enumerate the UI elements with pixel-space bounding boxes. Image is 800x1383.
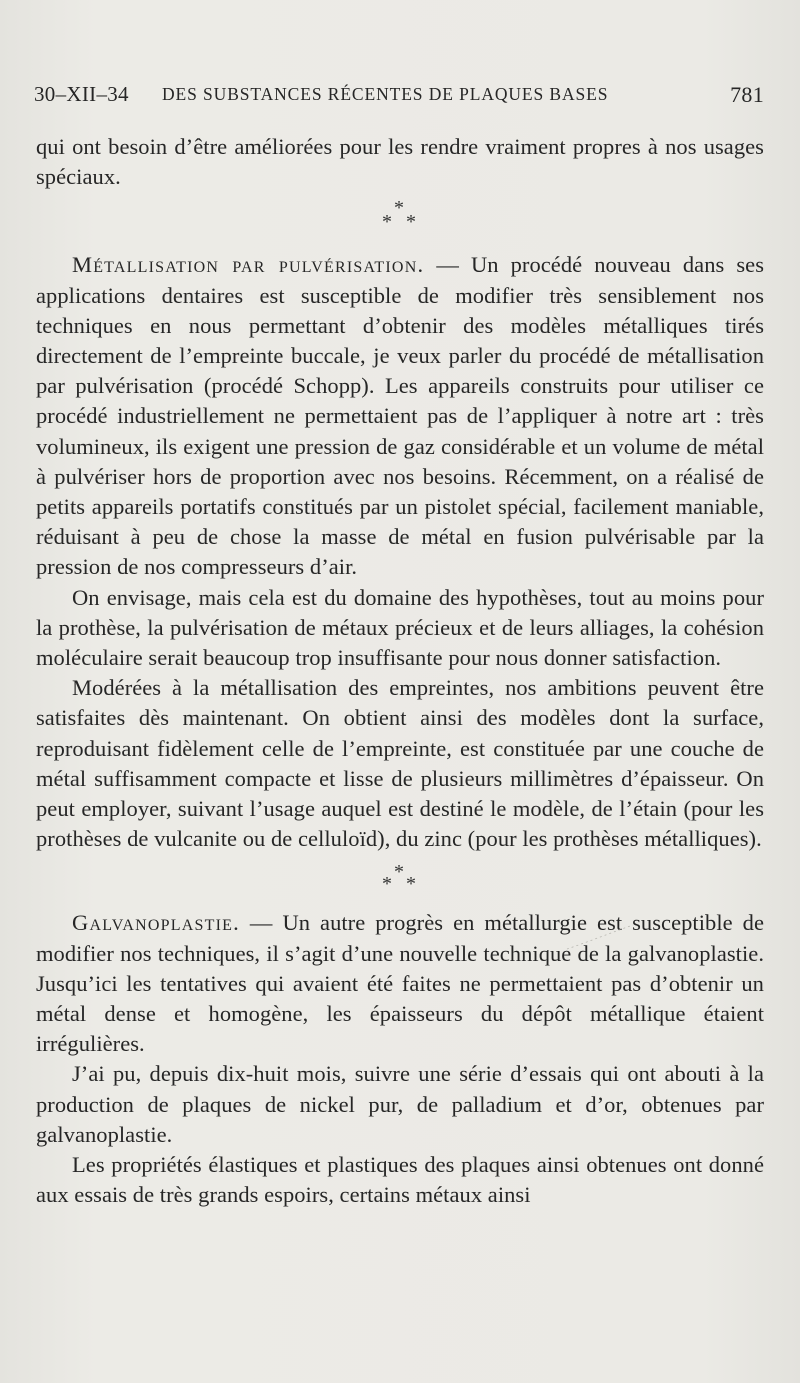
section-separator bbox=[36, 192, 764, 250]
intro-paragraph: qui ont besoin d’être améliorées pour les rendre vraiment propres à nos usages spéciaux. bbox=[36, 134, 764, 190]
separator-star: * bbox=[382, 211, 393, 234]
galvanoplastie-paragraph-3: Les propriétés élastiques et plastiques des plaques ainsi obtenues ont donné aux essais de très grands espoirs, certains métaux ainsi bbox=[36, 1152, 764, 1208]
separator-star: * bbox=[394, 861, 405, 884]
metallisation-paragraph-3: Modérées à la métallisation des empreintes, nos ambitions peuvent être satisfaites dès maintenant. On obtient ainsi des modèles dont la surface, reproduisant fidèlement celle de l’empreinte, est constituée par une couche de métal suffisamment compacte et lisse de plusieurs millimètres d’épaisseur. On peut employer, suivant l’usage auquel est destiné le modèle, de l’étain (pour les prothèses de vulcanite ou de celluloïd), du zinc (pour les prothèses métalliques). bbox=[36, 675, 764, 852]
running-header bbox=[34, 82, 766, 112]
galvanoplastie-paragraph-2: J’ai pu, depuis dix-huit mois, suivre une série d’essais qui ont abouti à la production de plaques de nickel pur, de palladium et d’or, obtenues par galvanoplastie. bbox=[36, 1061, 764, 1147]
metallisation-paragraph-1 bbox=[36, 250, 764, 582]
paragraph-text: Un procédé nouveau dans ses applications dentaires est susceptible de modifier très sensiblement nos techniques en nous permettant d’obtenir des modèles métalliques tirés directement de l’empreinte buccale, je veux parler du procédé de métallisation par pulvérisation (procédé Schopp). Les appareils construits pour utiliser ce procédé industriellement ne permettaient pas de l’appliquer à notre art : très volumineux, ils exigent une pression de gaz considérable et un volume de métal à pulvériser hors de proportion avec nos besoins. Récemment, on a réalisé de petits appareils portatifs constitués par un pistolet spécial, facilement maniable, réduisant à peu de chose la masse de métal en fusion pulvérisable par la pression de nos compresseurs d’air. bbox=[36, 252, 765, 580]
paragraph-text: Un autre progrès en métallurgie est susceptible de modifier nos techniques, il s’agit d’une nouvelle technique de la galvanoplastie. Jusqu’ici les tentatives qui avaient été faites ne permettaient pas d’obtenir un métal dense et homogène, les épaisseurs du dépôt métallique étaient irrégulières. bbox=[36, 910, 764, 1057]
section-separator bbox=[36, 854, 764, 908]
separator-star: * bbox=[394, 197, 405, 220]
header-title: DES SUBSTANCES RÉCENTES DE PLAQUES BASES bbox=[162, 84, 609, 104]
galvanoplastie-paragraph-1 bbox=[36, 908, 764, 1059]
separator-star: * bbox=[382, 873, 393, 896]
section-heading-metallisation: Métallisation par pulvérisation. bbox=[72, 252, 425, 278]
metallisation-paragraph-2: On envisage, mais cela est du domaine des hypothèses, tout au moins pour la prothèse, la pulvérisation de métaux précieux et de leurs alliages, la cohésion moléculaire serait beaucoup trop insuffisante pour nous donner satisfaction. bbox=[36, 584, 764, 671]
heading-dash: — bbox=[424, 252, 471, 278]
separator-star: * bbox=[406, 873, 417, 896]
section-heading-galvanoplastie: Galvanoplastie. bbox=[72, 910, 240, 936]
heading-dash: — bbox=[239, 910, 283, 936]
header-date: 30–XII–34 bbox=[34, 82, 129, 106]
separator-star: * bbox=[406, 211, 417, 234]
body-text bbox=[36, 132, 764, 1211]
paper-scratch-mark bbox=[565, 923, 635, 953]
page-number: 781 bbox=[730, 82, 764, 107]
